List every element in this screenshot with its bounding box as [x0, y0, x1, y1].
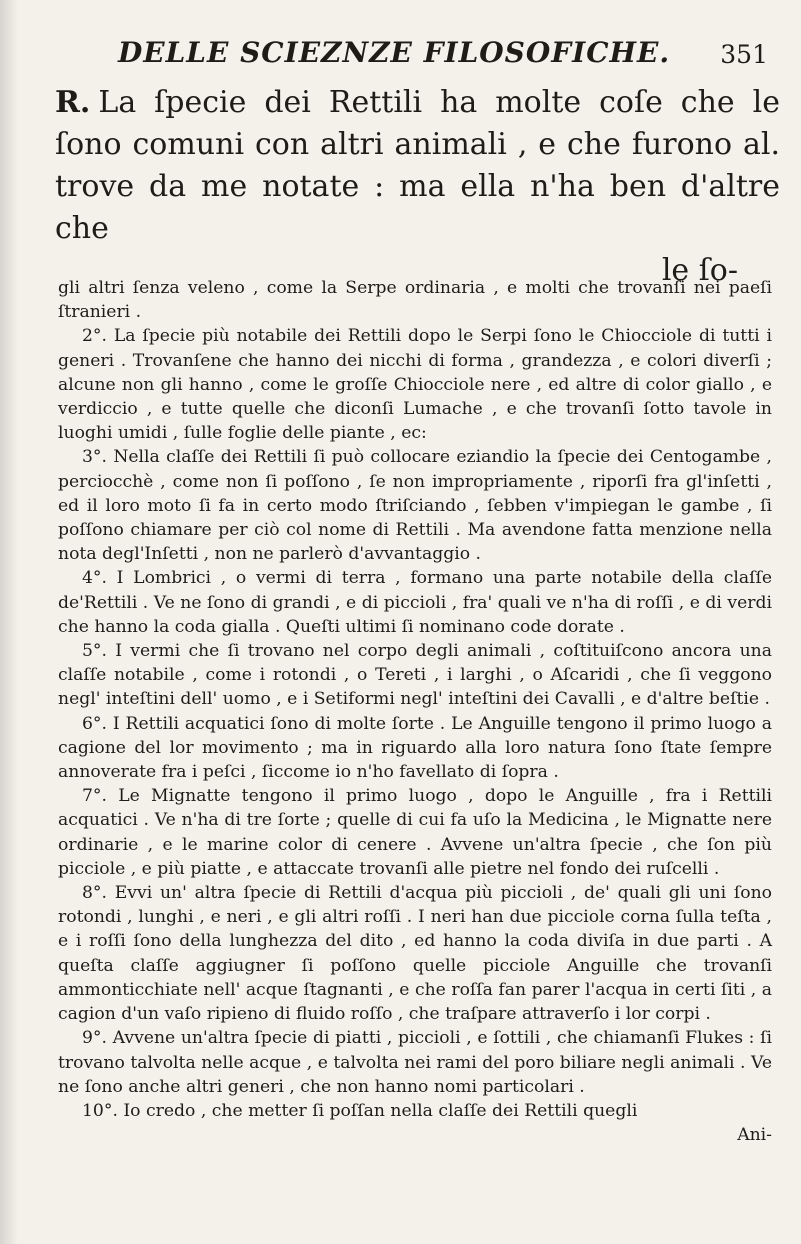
intro-catchword: le ſo-: [661, 253, 738, 288]
page-edge-shadow: [0, 0, 18, 1244]
paragraph-5: 5°. I vermi che ſi trovano nel corpo degli animali , coſtituiſcono ancora una claſſe notabile , come i rotondi , o Tereti , i larghi , o Aſcaridi , che ſi veggono negl' inteſtini dell' uomo , e i Setiformi negl' inteſtini dei Cavalli , e d'altre beſtie .: [58, 641, 772, 710]
paragraph-4: 4°. I Lombrici , o vermi di terra , formano una parte notabile della claſſe de'Rettili . Ve ne ſono di grandi , e di piccioli , fra' quali ve n'ha di roſſi , e di verdi che hanno la coda gialla . Queſti ultimi ſi nominano code dorate .: [58, 568, 772, 637]
body-text: [58, 276, 772, 1147]
speaker-label: R.: [55, 85, 91, 120]
paragraph-8: 8°. Evvi un' altra ſpecie di Rettili d'acqua più piccioli , de' quali gli uni ſono rotondi , lunghi , e neri , e gli altri roſſi . I neri han due picciole corna ſulla teſta , e i roſſi ſono della lunghezza del dito , ed hanno la coda diviſa in due parti . A queſta claſſe aggiugner ſi poſſono quelle picciole Anguille che trovanſi ammonticchiate nell' acque ſtagnanti , e che roſſa fan parer l'acqua in certi ſiti , a cagion d'un vaſo ripieno di fluido roſſo , che traſpare attraverſo i lor corpi .: [58, 883, 772, 1025]
paragraph-9: 9°. Avvene un'altra ſpecie di piatti , piccioli , e ſottili , che chiamanſi Flukes : ſi trovano talvolta nelle acque , e talvolta nei rami del poro biliare negli animali . Ve ne ſono anche altri generi , che non hanno nomi particolari .: [58, 1028, 772, 1097]
intro-text: La ſpecie dei Rettili ha molte coſe che le ſono comuni con altri animali , e che furono al. trove da me notate : ma ella n'ha ben d'altre che: [55, 85, 780, 246]
page-number: 351: [720, 40, 768, 69]
paragraph-3: 3°. Nella claſſe dei Rettili ſi può collocare eziandio la ſpecie dei Centogambe , perciocchè , come non ſi poſſono , ſe non impropriamente , riporſi fra gl'inſetti , ed il loro moto ſi fa in certo modo ſtriſciando , ſebben v'impiegan le gambe , ſi poſſono chiamare per ciò col nome di Rettili . Ma avendone fatta menzione nella nota degl'Inſetti , non ne parlerò d'avvantaggio .: [58, 447, 772, 565]
intro-paragraph: [55, 82, 780, 250]
paragraph-7: 7°. Le Mignatte tengono il primo luogo , dopo le Anguille , fra i Rettili acquatici . Ve n'ha di tre ſorte ; quelle di cui fa uſo la Medicina , le Mignatte nere ordinarie , e le marine color di cenere . Avvene un'altra ſpecie , che ſon più picciole , e più piatte , e attaccate trovanſi alle pietre nel fondo dei ruſcelli .: [58, 786, 772, 879]
page-header: [118, 36, 768, 76]
paragraph-6: 6°. I Rettili acquatici ſono di molte ſorte . Le Anguille tengono il primo luogo a cagione del lor movimento ; ma in riguardo alla loro natura ſono ſtate ſempre annoverate fra i peſci , ſiccome io n'ho favellato di ſopra .: [58, 713, 772, 783]
paragraph-continuation: gli altri ſenza veleno , come la Serpe ordinaria , e molti che trovanſi nei paeſi ſtranieri .: [58, 278, 772, 323]
paragraph-10: 10°. Io credo , che metter ſi poſſan nella claſſe dei Rettili quegli: [82, 1100, 638, 1121]
intro-block: [55, 82, 780, 292]
paragraph-2: 2°. La ſpecie più notabile dei Rettili dopo le Serpi ſono le Chiocciole di tutti i generi . Trovanſene che hanno dei nicchi di forma , grandezza , e colori diverſi ; alcune non gli hanno , come le groſſe Chiocciole nere , ed altre di color giallo , e verdiccio , e tutte quelle che diconſi Lumache , e che trovanſi ſotto tavole in luoghi umidi , ſulle foglie delle piante , ec:: [58, 326, 772, 444]
bottom-catchword: Ani-: [737, 1125, 772, 1146]
running-head: DELLE SCIEZNZE FILOSOFICHE.: [118, 36, 671, 69]
